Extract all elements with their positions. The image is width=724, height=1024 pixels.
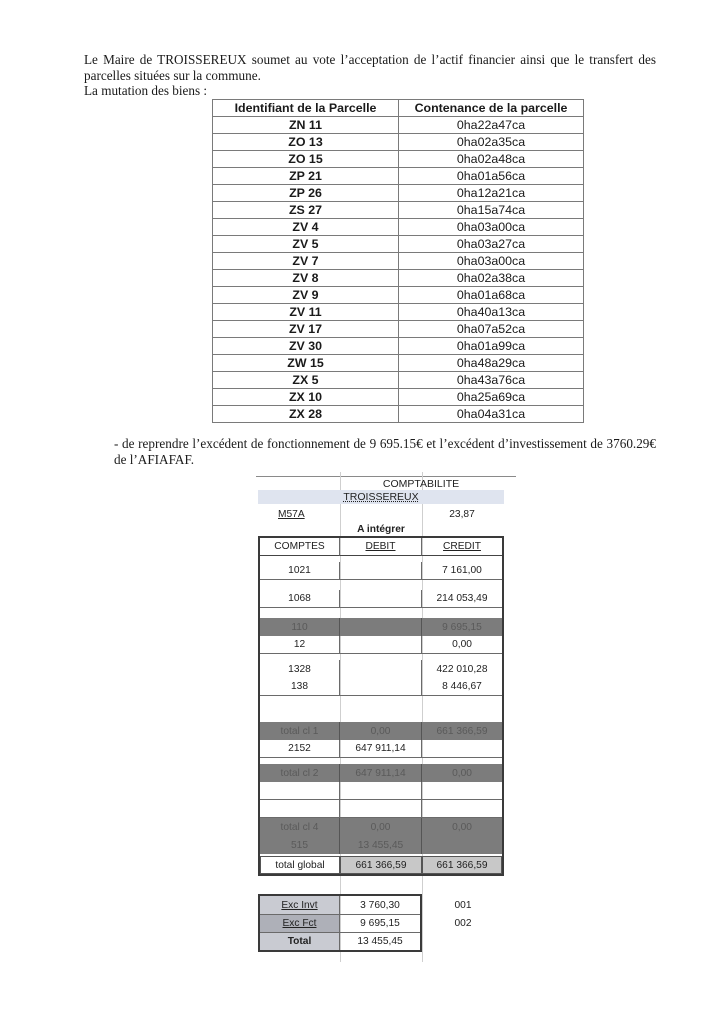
intro-paragraph [84, 52, 656, 99]
compta-row [260, 590, 502, 608]
compta-row [260, 660, 502, 678]
compta-credit: 8 446,67 [442, 681, 482, 692]
intro-subtitle: La mutation des biens : [84, 83, 208, 98]
parcel-row [213, 321, 584, 338]
parcel-row [213, 202, 584, 219]
parcel-identifiant: ZV 9 [213, 287, 399, 304]
parcel-row [213, 304, 584, 321]
parcel-identifiant: ZP 26 [213, 185, 399, 202]
parcel-row [213, 236, 584, 253]
parcel-row [213, 168, 584, 185]
parcel-identifiant: ZS 27 [213, 202, 399, 219]
parcel-row [213, 134, 584, 151]
compta-credit: 0,00 [452, 639, 472, 650]
compta-debit [340, 678, 422, 695]
parcel-row [213, 389, 584, 406]
compta-credit: 214 053,49 [436, 593, 488, 604]
compta-row [260, 782, 502, 800]
compta-compte: 110 [260, 618, 340, 636]
parcel-row [213, 117, 584, 134]
parcel-identifiant: ZV 11 [213, 304, 399, 321]
compta-compte: 12 [260, 636, 340, 653]
compta-credit: 9 695,15 [442, 621, 482, 633]
compta-integ-label: A intégrer [357, 523, 405, 535]
compta-row [260, 562, 502, 580]
compta-debit [340, 590, 422, 607]
compta-row [260, 678, 502, 696]
summary-row [260, 932, 420, 950]
parcel-contenance: 0ha01a99ca [399, 338, 584, 355]
compta-row [260, 618, 502, 636]
compta-rate: 23,87 [449, 508, 475, 520]
compta-debit: 13 455,45 [340, 836, 422, 854]
parcel-contenance: 0ha03a00ca [399, 219, 584, 236]
parcel-identifiant: ZV 7 [213, 253, 399, 270]
col-header-credit: CREDIT [422, 538, 502, 556]
parcel-row [213, 355, 584, 372]
compta-code: M57A [278, 508, 305, 520]
summary-value: 13 455,45 [357, 936, 403, 947]
parcel-contenance: 0ha01a68ca [399, 287, 584, 304]
parcel-contenance: 0ha02a38ca [399, 270, 584, 287]
compta-compte: total cl 2 [260, 764, 340, 782]
summary-value: 3 760,30 [360, 899, 400, 911]
resume-text: - de reprendre l’excédent de fonctionnement de 9 695.15€ et l’excédent d’investissement de 3760.29€ de l’AFIAFAF. [114, 436, 656, 467]
parcel-row [213, 270, 584, 287]
parcel-row [213, 185, 584, 202]
compta-debit [340, 800, 422, 817]
compta-compte: total global [260, 856, 340, 874]
compta-debit [340, 660, 422, 678]
compta-row [260, 818, 502, 836]
compta-debit: 647 911,14 [340, 764, 422, 782]
parcel-identifiant: ZV 4 [213, 219, 399, 236]
compta-row [260, 722, 502, 740]
summary-code: 001 [454, 899, 472, 911]
col-header-debit: DEBIT [340, 538, 422, 556]
col-header-contenance: Contenance de la parcelle [399, 100, 584, 117]
summary-codes [424, 896, 502, 950]
col-header-identifiant: Identifiant de la Parcelle [213, 100, 399, 117]
parcel-row [213, 287, 584, 304]
summary-value: 9 695,15 [360, 918, 400, 929]
compta-credit [422, 836, 502, 854]
compta-title: COMPTABILITE [382, 477, 460, 490]
parcel-row [213, 406, 584, 423]
summary-label: Exc Invt [260, 896, 340, 914]
compta-credit [422, 740, 502, 757]
comptabilite-sheet [256, 472, 506, 962]
summary-label: Exc Fct [260, 915, 340, 932]
compta-debit: 661 366,59 [340, 856, 422, 874]
parcel-table-header [213, 100, 584, 117]
compta-debit [340, 636, 422, 653]
summary-box [258, 894, 422, 952]
summary-code [424, 932, 502, 950]
parcel-contenance: 0ha12a21ca [399, 185, 584, 202]
compta-compte: 1068 [260, 590, 340, 607]
summary-row [260, 914, 420, 932]
parcel-identifiant: ZV 17 [213, 321, 399, 338]
parcel-row [213, 372, 584, 389]
summary-code: 002 [454, 917, 472, 929]
parcel-contenance: 0ha25a69ca [399, 389, 584, 406]
parcel-row [213, 338, 584, 355]
parcel-identifiant: ZN 11 [213, 117, 399, 134]
parcel-contenance: 0ha03a27ca [399, 236, 584, 253]
compta-compte: total cl 4 [260, 818, 340, 836]
parcel-identifiant: ZP 21 [213, 168, 399, 185]
compta-credit: 661 366,59 [436, 725, 488, 737]
compta-compte: 138 [260, 678, 340, 695]
parcel-contenance: 0ha48a29ca [399, 355, 584, 372]
compta-compte: total cl 1 [260, 722, 340, 740]
compta-credit: 0,00 [452, 821, 472, 833]
compta-compte: 2152 [260, 740, 340, 757]
compta-compte [260, 782, 340, 799]
parcel-identifiant: ZV 5 [213, 236, 399, 253]
compta-compte: 515 [260, 836, 340, 854]
parcel-identifiant: ZW 15 [213, 355, 399, 372]
col-header-comptes: COMPTES [260, 538, 340, 556]
resume-paragraph [84, 436, 656, 467]
compta-commune: TROISSEREUX [258, 490, 504, 504]
parcel-identifiant: ZO 15 [213, 151, 399, 168]
compta-compte: 1328 [260, 660, 340, 678]
parcel-identifiant: ZV 8 [213, 270, 399, 287]
compta-row [260, 856, 502, 874]
parcel-identifiant: ZV 30 [213, 338, 399, 355]
compta-row [260, 636, 502, 654]
parcel-contenance: 0ha43a76ca [399, 372, 584, 389]
compta-credit: 422 010,28 [436, 663, 488, 675]
compta-credit: 7 161,00 [442, 565, 482, 576]
parcel-contenance: 0ha02a35ca [399, 134, 584, 151]
compta-debit [340, 562, 422, 579]
summary-row [260, 896, 420, 914]
compta-debit [340, 782, 422, 799]
compta-credit [422, 800, 502, 817]
parcel-identifiant: ZX 28 [213, 406, 399, 423]
parcel-row [213, 151, 584, 168]
summary-label: Total [260, 933, 340, 950]
parcel-contenance: 0ha01a56ca [399, 168, 584, 185]
compta-row [260, 740, 502, 758]
parcel-contenance: 0ha15a74ca [399, 202, 584, 219]
compta-credit: 0,00 [452, 767, 472, 779]
compta-row [260, 800, 502, 818]
parcel-contenance: 0ha03a00ca [399, 253, 584, 270]
compta-debit: 0,00 [340, 722, 422, 740]
compta-debit: 0,00 [340, 818, 422, 836]
parcel-identifiant: ZO 13 [213, 134, 399, 151]
parcel-contenance: 0ha02a48ca [399, 151, 584, 168]
parcel-identifiant: ZX 10 [213, 389, 399, 406]
compta-row [260, 836, 502, 854]
compta-debit [340, 618, 422, 636]
compta-row [260, 764, 502, 782]
compta-grid [258, 536, 504, 876]
parcel-row [213, 253, 584, 270]
compta-compte [260, 800, 340, 817]
compta-debit: 647 911,14 [340, 740, 422, 757]
parcel-contenance: 0ha22a47ca [399, 117, 584, 134]
intro-text: Le Maire de TROISSEREUX soumet au vote l’acceptation de l’actif financier ainsi que le transfert des parcelles situées sur la commune. [84, 52, 656, 83]
parcel-row [213, 219, 584, 236]
compta-header-row [260, 538, 502, 556]
parcel-contenance: 0ha07a52ca [399, 321, 584, 338]
parcel-table [212, 99, 584, 423]
parcel-identifiant: ZX 5 [213, 372, 399, 389]
parcel-contenance: 0ha04a31ca [399, 406, 584, 423]
compta-compte: 1021 [260, 562, 340, 579]
compta-credit: 661 366,59 [422, 856, 502, 874]
compta-credit [422, 782, 502, 799]
parcel-contenance: 0ha40a13ca [399, 304, 584, 321]
